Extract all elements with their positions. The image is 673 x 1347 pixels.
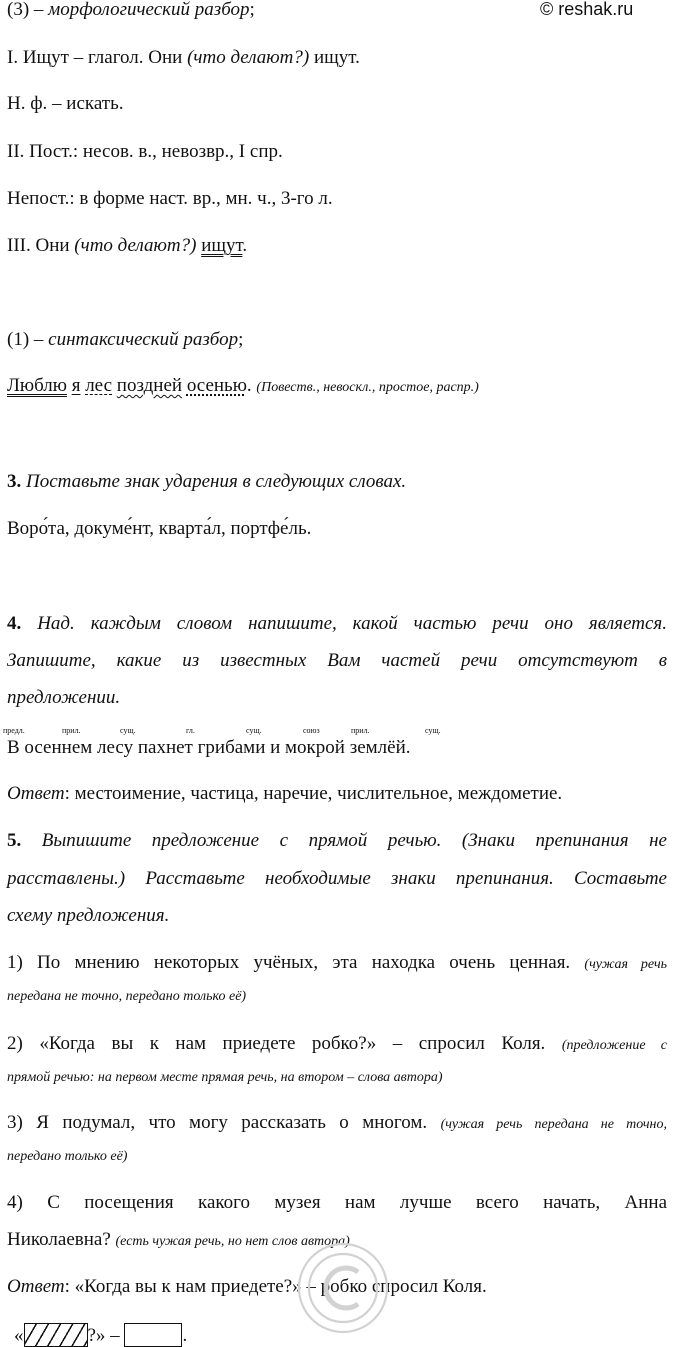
item-text: 3) Я подумал, что могу рассказать о многом. (7, 1112, 428, 1133)
predicate-word: ищут (201, 235, 243, 256)
task4-answer (7, 784, 562, 803)
task5-text: Выпишите предложение с прямой речью. (Знаки препинания не (41, 830, 667, 851)
morph-line-1 (7, 48, 360, 67)
attribute-word: поздней (116, 375, 183, 396)
task5-answer (7, 1277, 487, 1296)
watermark-icon (248, 1196, 433, 1346)
question: (что делают?) (74, 235, 197, 256)
answer-label: Ответ (7, 1276, 65, 1297)
punctuation: « (14, 1325, 24, 1346)
task5-question-line-1 (7, 831, 667, 850)
text: ищут. (313, 47, 360, 68)
task5-item-1-note: передана не точно, передано только её) (7, 989, 247, 1004)
punctuation: . (182, 1325, 188, 1346)
task4-number: 4. (7, 613, 22, 634)
task5-number: 5. (7, 830, 22, 851)
answer-label: Ответ (7, 783, 65, 804)
item-note: (чужая речь (584, 957, 667, 972)
task5-item-3-note: передано только её) (7, 1149, 128, 1164)
predicate-word: Люблю (7, 375, 67, 396)
item-note: (предложение с (561, 1038, 668, 1053)
punctuation: ?» – (87, 1325, 120, 1346)
morph-initial-form: Н. ф. – искать. (7, 93, 124, 114)
pos-label: гл. (186, 726, 195, 735)
text: III. Они (7, 235, 70, 256)
task5-question-line-3: схему предложения. (7, 905, 170, 926)
task4-question-line-3: предложении. (7, 687, 121, 708)
task5-item-2 (7, 1034, 667, 1053)
task5-item-3 (7, 1113, 667, 1132)
subject-word: я (71, 375, 81, 396)
pos-label: прил. (62, 726, 81, 735)
punctuation: ; (249, 0, 255, 20)
sentence-scheme (14, 1323, 187, 1347)
answer-text: : «Когда вы к нам приедете?» – робко спросил Коля. (64, 1276, 487, 1297)
question: (что делают?) (187, 47, 310, 68)
pos-label: сущ. (120, 726, 136, 735)
task5-item-2-note: прямой речью: на первом месте прямая речь, на втором – слова автора) (7, 1070, 443, 1085)
direct-speech-box (24, 1323, 88, 1347)
pos-label: сущ. (246, 726, 262, 735)
task4-question-line-1 (7, 614, 667, 633)
item-note: (есть чужая речь, но нет слов автора) (115, 1234, 350, 1249)
task3-text: Поставьте знак ударения в следующих словах. (26, 471, 407, 492)
source-label: © reshak.ru (540, 0, 634, 19)
pos-label: союз (303, 726, 320, 735)
item-text: Николаевна? (7, 1229, 111, 1250)
synt-note: (Повеств., невоскл., простое, распр.) (256, 380, 479, 395)
synt-header-number: (1) – (7, 329, 44, 350)
item-text: 1) По мнению некоторых учёных, эта находка очень ценная. (7, 952, 571, 973)
author-words-box (124, 1323, 182, 1347)
morph-header-text: морфологический разбор (48, 0, 250, 20)
punctuation: . (246, 375, 252, 396)
morph-header-number: (3) – (7, 0, 44, 20)
morph-constant-features: II. Пост.: несов. в., невозвр., I спр. (7, 141, 283, 162)
text: I. Ищут – глагол. Они (7, 47, 183, 68)
synt-sentence (7, 376, 479, 395)
task5-item-4: 4) С посещения какого музея нам лучше всего начать, Анна (7, 1192, 667, 1213)
task4-question-line-2: Запишите, какие из известных Вам частей речи отсутствуют в (7, 650, 667, 671)
pos-label: прил. (351, 726, 370, 735)
synt-header-text: синтаксический разбор (48, 329, 239, 350)
task4-text: Над. каждым словом напишите, какой частью речи оно является. (37, 613, 668, 634)
punctuation: . (242, 235, 248, 256)
punctuation: ; (238, 329, 244, 350)
synt-header (7, 330, 243, 349)
answer-text: : местоимение, частица, наречие, числительное, междометие. (64, 783, 563, 804)
object-word: лес (85, 375, 113, 396)
pos-label: сущ. (425, 726, 441, 735)
task3-number: 3. (7, 471, 22, 492)
task5-item-1 (7, 953, 667, 972)
task4-sentence: В осеннем лесу пахнет грибами и мокрой землёй. (7, 737, 411, 758)
morph-line-3 (7, 236, 247, 255)
task5-item-4-line-2 (7, 1230, 350, 1249)
morph-header (7, 0, 255, 19)
task3-answer: Воро́та, докуме́нт, кварта́л, портфе́ль. (7, 518, 312, 539)
task3-question (7, 472, 406, 491)
task5-question-line-2: расставлены.) Расставьте необходимые знаки препинания. Составьте (7, 868, 667, 889)
item-text: 2) «Когда вы к нам приедете робко?» – спросил Коля. (7, 1033, 546, 1054)
pos-label: предл. (3, 726, 25, 735)
morph-variable-features: Непост.: в форме наст. вр., мн. ч., 3-го л. (7, 188, 333, 209)
adverbial-word: осенью (186, 375, 247, 396)
item-note: (чужая речь передана не точно, (440, 1117, 668, 1132)
